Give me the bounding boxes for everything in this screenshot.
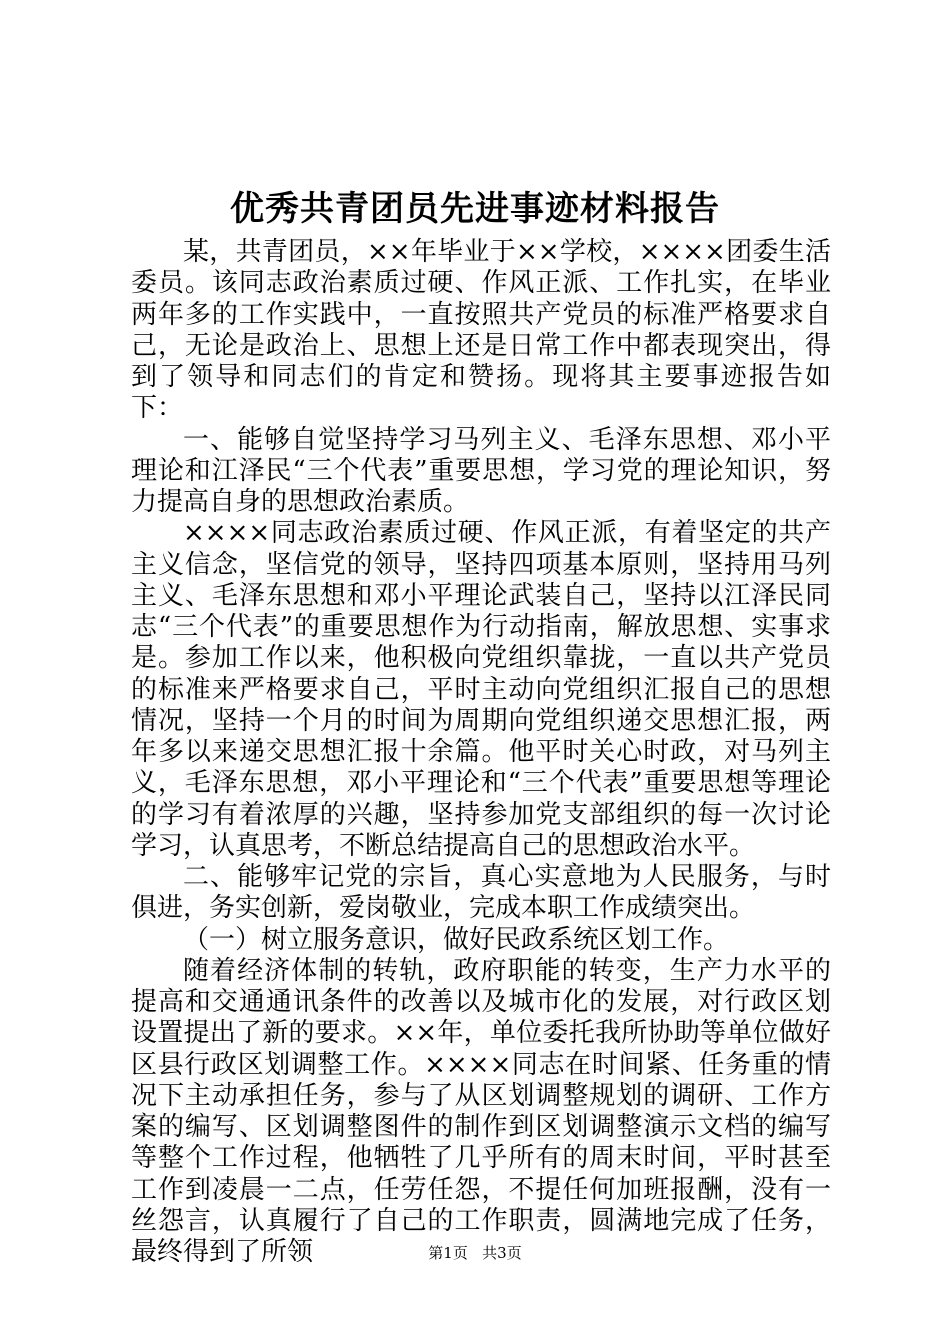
paragraph-subsection-1-body: 随着经济体制的转轨，政府职能的转变，生产力水平的提高和交通通讯条件的改善以及城市化的发展，对行政区划设置提出了新的要求。××年，单位委托我所协助等单位做好区县行政区划调整工作。××××同志在时间紧、任务重的情况下主动承担任务，参与了从区划调整规划的调研、工作方案的编写、区划调整图件的制作到区划调整演示文档的编写等整个工作过程，他牺牲了几乎所有的周末时间，平时甚至工作到凌晨一二点，任劳任怨，不提任何加班报酬，没有一丝怨言，认真履行了自己的工作职责，圆满地完成了任务，最终得到了所领	[131, 955, 831, 1267]
page-total: 共3页	[482, 1244, 522, 1262]
paragraph-section-1-heading: 一、能够自觉坚持学习马列主义、毛泽东思想、邓小平理论和江泽民“三个代表”重要思想，学习党的理论知识，努力提高自身的思想政治素质。	[131, 424, 831, 517]
document-body	[131, 237, 831, 1268]
paragraph-section-1-body: ××××同志政治素质过硬、作风正派，有着坚定的共产主义信念，坚信党的领导，坚持四项基本原则，坚持用马列主义、毛泽东思想和邓小平理论武装自己，坚持以江泽民同志“三个代表”的重要思想作为行动指南，解放思想、实事求是。参加工作以来，他积极向党组织靠拢，一直以共产党员的标准来严格要求自己，平时主动向党组织汇报自己的思想情况，坚持一个月的时间为周期向党组织递交思想汇报，两年多以来递交思想汇报十余篇。他平时关心时政，对马列主义，毛泽东思想，邓小平理论和“三个代表”重要思想等理论的学习有着浓厚的兴趣，坚持参加党支部组织的每一次讨论学习，认真思考，不断总结提高自己的思想政治水平。	[131, 518, 831, 861]
document-title: 优秀共青团员先进事迹材料报告	[230, 189, 720, 229]
paragraph-subsection-1-heading: （一）树立服务意识，做好民政系统区划工作。	[183, 924, 730, 955]
footer-spacer	[473, 1244, 478, 1262]
page-footer	[0, 1242, 950, 1264]
paragraph-intro: 某，共青团员，××年毕业于××学校，××××团委生活委员。该同志政治素质过硬、作风正派、工作扎实，在毕业两年多的工作实践中，一直按照共产党员的标准严格要求自己，无论是政治上、思想上还是日常工作中都表现突出，得到了领导和同志们的肯定和赞扬。现将其主要事迹报告如下：	[131, 237, 831, 424]
paragraph-section-2-heading: 二、能够牢记党的宗旨，真心实意地为人民服务，与时俱进，务实创新，爱岗敬业，完成本职工作成绩突出。	[131, 862, 831, 924]
page-number: 第1页	[428, 1244, 468, 1262]
